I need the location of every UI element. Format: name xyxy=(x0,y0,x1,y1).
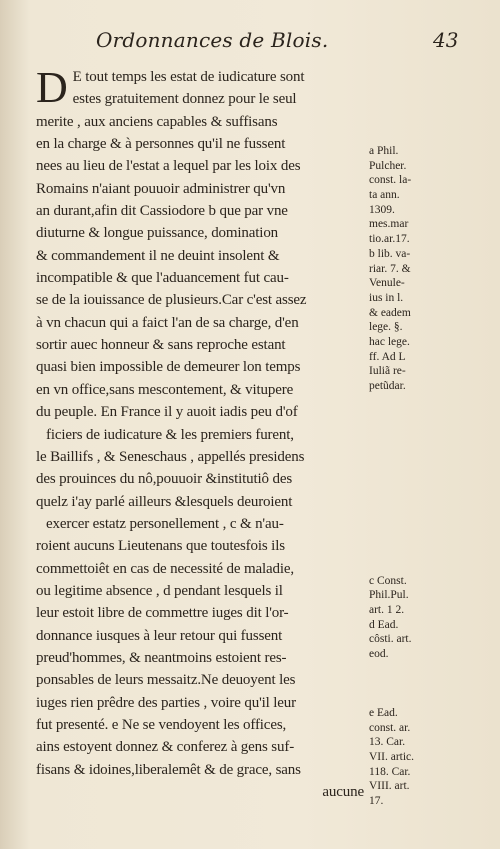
text-line: diuturne & longue puissance, domination xyxy=(36,225,279,242)
drop-cap: D xyxy=(36,63,68,112)
margin-note-line: côsti. art. xyxy=(369,633,412,646)
text-line: incompatible & que l'aduancement fut cau- xyxy=(36,270,289,287)
text-line: preud'hommes, & neantmoins estoient res- xyxy=(36,649,287,666)
text-line: & commandement il ne deuint insolent & xyxy=(36,247,280,264)
text-line: sortir auec honneur & sans reproche estant xyxy=(36,337,286,354)
text-line: ains estoyent donnez & conferez à gens suf- xyxy=(36,739,295,756)
margin-note-line: eod. xyxy=(369,648,389,661)
text-line: fut presenté. e Ne se vendoyent les offices, xyxy=(36,716,287,733)
text-line: en vn office,sans mescontement, & vitupere xyxy=(36,381,294,398)
text-line: commettoiêt en cas de necessité de maladie, xyxy=(36,560,295,577)
margin-note-line: VII. artic. xyxy=(369,750,415,763)
margin-note-line: Venule- xyxy=(369,277,405,290)
text-line: leur estoit libre de commettre iuges dit l'or- xyxy=(36,605,289,622)
running-header: Ordonnances de Blois. xyxy=(96,28,329,52)
margin-note-line: const. la- xyxy=(369,174,412,187)
text-line: des prouinces du nô,pouuoir &institutiô des xyxy=(36,471,293,488)
body-text xyxy=(36,63,366,803)
margin-gap xyxy=(369,662,489,706)
text-line: iuges rien prêdre des parties , voire qu'il leur xyxy=(36,694,296,711)
text-line: exercer estatz personellement , c & n'au- xyxy=(46,515,284,532)
text-line: nees au lieu de l'estat a lequel par les loix des xyxy=(36,158,301,175)
margin-note-line: ff. Ad L xyxy=(369,350,406,363)
text-line: en la charge & à personnes qu'il ne fussent xyxy=(36,136,286,153)
text-line: estes gratuitement donnez pour le seul xyxy=(72,91,297,108)
text-line: ficiers de iudicature & les premiers furent, xyxy=(46,426,294,443)
text-line: du peuple. En France il y auoit iadis peu d'of xyxy=(36,404,298,421)
margin-note-line: tio.ar.17. xyxy=(369,233,410,246)
margin-note-line: b lib. va- xyxy=(369,247,411,260)
margin-note-line: lege. §. xyxy=(369,321,403,334)
margin-note-line: d Ead. xyxy=(369,618,399,631)
text-line: E tout temps les estat de iudicature sont xyxy=(72,69,305,85)
margin-note-line: VIII. art. xyxy=(369,780,410,793)
text-line: roient aucuns Lieutenans que toutesfois ils xyxy=(36,538,285,555)
margin-note-line: const. ar. xyxy=(369,721,411,734)
text-line: quasi bien impossible de demeurer lon temps xyxy=(36,359,301,376)
margin-note-line: mes.mar xyxy=(369,218,409,231)
text-line: quelz i'ay parlé ailleurs &lesquels deuroient xyxy=(36,493,293,510)
text-line: se de la iouissance de plusieurs.Car c'est assez xyxy=(36,292,307,309)
catchword: aucune xyxy=(322,784,364,800)
margin-note-line: Iuliã re- xyxy=(369,365,406,378)
margin-note-line: hac lege. xyxy=(369,335,410,348)
margin-note-line: Pulcher. xyxy=(369,159,407,172)
text-line: fisans & idoines,liberalemêt & de grace, sans xyxy=(36,761,301,778)
margin-note-line: Phil.Pul. xyxy=(369,589,409,602)
margin-note-line: petũdar. xyxy=(369,380,406,392)
margin-note-line: ius in l. xyxy=(369,291,404,304)
text-line: Romains n'aiant pouuoir administrer qu'vn xyxy=(36,180,286,197)
text-line: an durant,afin dit Cassiodore b que par vne xyxy=(36,203,288,220)
margin-note-line: ta ann. xyxy=(369,189,400,202)
margin-note-line: & eadem xyxy=(369,306,411,319)
margin-gap xyxy=(369,394,489,574)
page-number: 43 xyxy=(433,28,459,52)
text-line: à vn chacun qui a faict l'an de sa charge, d'en xyxy=(36,314,299,331)
text-line: merite , aux anciens capables & suffisans xyxy=(36,113,278,130)
text-line: ponsables de leurs messaitz.Ne deuoyent les xyxy=(36,672,296,689)
margin-note-line: e Ead. xyxy=(369,706,398,719)
margin-note-line: c Const. xyxy=(369,574,407,587)
margin-note-line: 118. Car. xyxy=(369,765,411,778)
margin-note-line: art. 1 2. xyxy=(369,604,405,617)
margin-note-line: 13. Car. xyxy=(369,736,406,749)
text-line: le Baillifs , & Seneschaus , appellés presidens xyxy=(36,448,305,465)
margin-note-line: riar. 7. & xyxy=(369,262,411,275)
text-line: donnance iusques à leur retour qui fussent xyxy=(36,627,283,644)
margin-notes xyxy=(369,144,489,809)
margin-note-line: a Phil. xyxy=(369,145,399,157)
margin-note-line: 17. xyxy=(369,794,384,807)
text-line: ou legitime absence , d pendant lesquels il xyxy=(36,582,283,599)
margin-note-line: 1309. xyxy=(369,203,395,216)
